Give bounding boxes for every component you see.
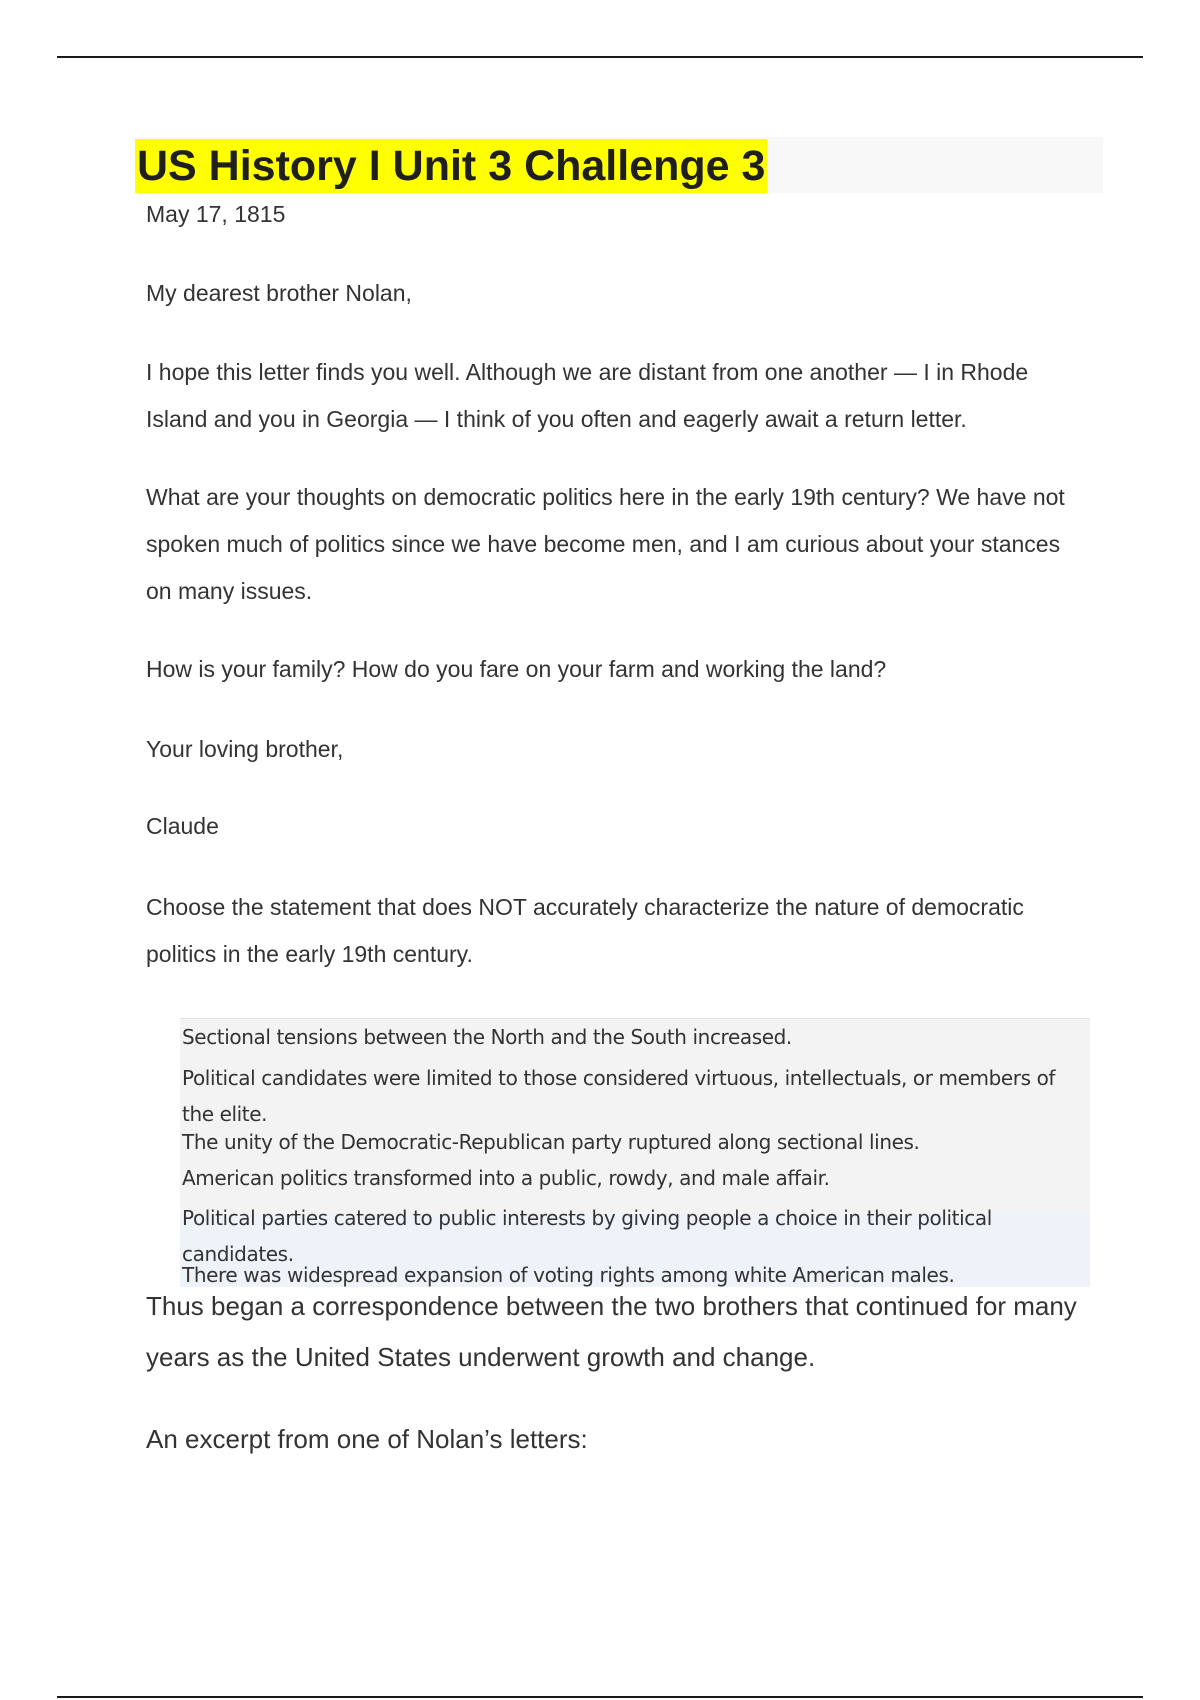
top-rule xyxy=(57,56,1143,58)
letter-salutation: My dearest brother Nolan, xyxy=(146,280,412,306)
letter-paragraph-2: What are your thoughts on democratic politics here in the early 19th century? We have not spoken much of politics since we have become men, and I am curious about your stances on many issues. xyxy=(146,484,1065,604)
letter-closing: Your loving brother, xyxy=(146,736,344,762)
letter-signature: Claude xyxy=(146,813,219,839)
excerpt-intro: An excerpt from one of Nolan’s letters: xyxy=(146,1424,588,1454)
question-prompt: Choose the statement that does NOT accurately characterize the nature of democratic politics in the early 19th century. xyxy=(146,894,1024,967)
letter-paragraph-3: How is your family? How do you fare on your farm and working the land? xyxy=(146,656,887,682)
answer-options xyxy=(180,1018,1090,1287)
page-title: US History I Unit 3 Challenge 3 xyxy=(135,139,767,193)
answer-option[interactable]: Sectional tensions between the North and the South increased. xyxy=(182,1025,792,1049)
continuation-text: Thus began a correspondence between the two brothers that continued for many years as the United States underwent growth and change. xyxy=(146,1291,1077,1372)
answer-option[interactable]: There was widespread expansion of voting rights among white American males. xyxy=(182,1263,955,1287)
answer-option[interactable]: The unity of the Democratic-Republican party ruptured along sectional lines. xyxy=(182,1130,920,1154)
answer-option[interactable]: Political parties catered to public interests by giving people a choice in their political candidates. xyxy=(182,1206,992,1266)
bottom-rule xyxy=(57,1696,1143,1698)
answer-option[interactable]: Political candidates were limited to those considered virtuous, intellectuals, or members of the elite. xyxy=(182,1066,1056,1126)
answer-option[interactable]: American politics transformed into a public, rowdy, and male affair. xyxy=(182,1166,830,1190)
letter-paragraph-1: I hope this letter finds you well. Although we are distant from one another — I in Rhode Island and you in Georgia — I think of you often and eagerly await a return letter. xyxy=(146,359,1029,432)
letter-date: May 17, 1815 xyxy=(146,201,286,227)
